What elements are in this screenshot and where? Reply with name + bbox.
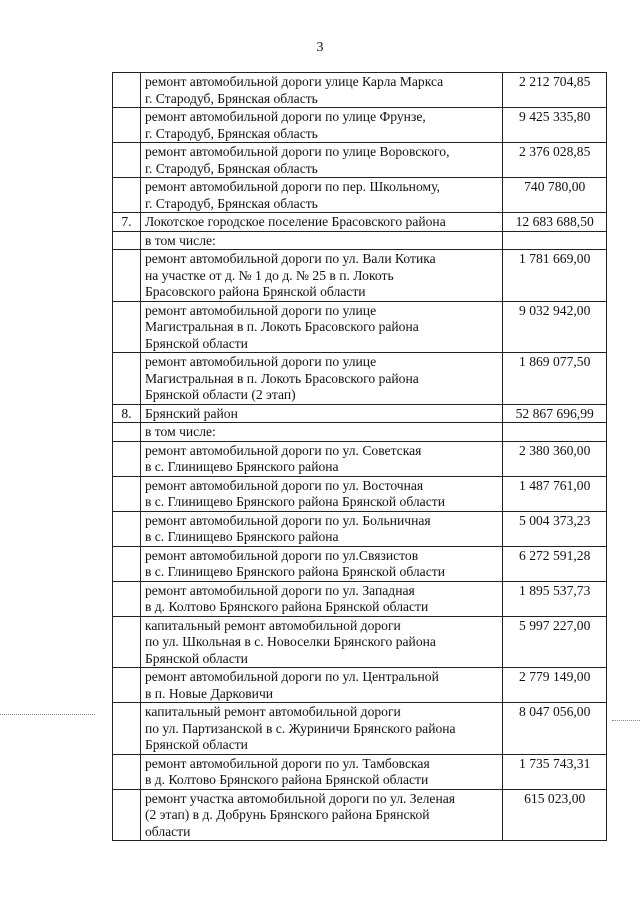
row-number-cell	[113, 143, 141, 178]
table-row	[113, 616, 607, 668]
row-amount-cell: 6 272 591,28	[503, 546, 607, 581]
row-amount-cell: 740 780,00	[503, 178, 607, 213]
row-number-cell	[113, 546, 141, 581]
row-amount-cell: 615 023,00	[503, 789, 607, 841]
table-row	[113, 301, 607, 353]
row-description-cell: Локотское городское поселение Брасовского района	[140, 213, 502, 232]
row-amount-cell: 2 380 360,00	[503, 441, 607, 476]
row-description-cell: ремонт автомобильной дороги по улице Магистральная в п. Локоть Брасовского района Брянской области (2 этап)	[140, 353, 502, 405]
row-description-cell: ремонт автомобильной дороги по пер. Школьному, г. Стародуб, Брянская область	[140, 178, 502, 213]
table-row	[113, 178, 607, 213]
row-number-cell	[113, 703, 141, 755]
row-description-cell: ремонт автомобильной дороги по улице Фрунзе, г. Стародуб, Брянская область	[140, 108, 502, 143]
row-number-cell	[113, 423, 141, 442]
row-number-cell	[113, 789, 141, 841]
row-number-cell	[113, 616, 141, 668]
row-number-cell	[113, 108, 141, 143]
row-description-cell: ремонт автомобильной дороги по ул. Восточная в с. Глинищево Брянского района Брянской области	[140, 476, 502, 511]
row-number-cell	[113, 581, 141, 616]
table-row	[113, 703, 607, 755]
row-number-cell	[113, 231, 141, 250]
table-row	[113, 231, 607, 250]
table-row	[113, 423, 607, 442]
row-amount-cell	[503, 231, 607, 250]
roads-funding-table	[112, 72, 607, 841]
row-number-cell	[113, 668, 141, 703]
row-description-cell: ремонт автомобильной дороги по ул. Центральной в п. Новые Дарковичи	[140, 668, 502, 703]
table-row	[113, 213, 607, 232]
table-row	[113, 108, 607, 143]
row-description-cell: ремонт автомобильной дороги по ул.Связистов в с. Глинищево Брянского района Брянской области	[140, 546, 502, 581]
margin-mark-left	[0, 714, 95, 715]
row-description-cell: ремонт автомобильной дороги по ул. Больничная в с. Глинищево Брянского района	[140, 511, 502, 546]
row-description-cell: Брянский район	[140, 404, 502, 423]
row-description-cell: ремонт автомобильной дороги улице Карла Маркса г. Стародуб, Брянская область	[140, 73, 502, 108]
row-description-cell: ремонт автомобильной дороги по улице Воровского, г. Стародуб, Брянская область	[140, 143, 502, 178]
table-row	[113, 546, 607, 581]
row-amount-cell: 2 376 028,85	[503, 143, 607, 178]
row-amount-cell: 8 047 056,00	[503, 703, 607, 755]
table-row	[113, 511, 607, 546]
row-description-cell: ремонт автомобильной дороги по ул. Тамбовская в д. Колтово Брянского района Брянской области	[140, 754, 502, 789]
table-row	[113, 441, 607, 476]
margin-mark-right	[612, 720, 640, 721]
row-description-cell: в том числе:	[140, 231, 502, 250]
row-description-cell: ремонт автомобильной дороги по ул. Вали Котика на участке от д. № 1 до д. № 25 в п. Локоть Брасовского района Брянской области	[140, 250, 502, 302]
row-number-cell	[113, 511, 141, 546]
table-row	[113, 250, 607, 302]
row-description-cell: капитальный ремонт автомобильной дороги по ул. Школьная в с. Новоселки Брянского района Брянской области	[140, 616, 502, 668]
row-number-cell: 7.	[113, 213, 141, 232]
row-description-cell: ремонт автомобильной дороги по ул. Советская в с. Глинищево Брянского района	[140, 441, 502, 476]
table-row	[113, 581, 607, 616]
row-amount-cell: 1 895 537,73	[503, 581, 607, 616]
row-amount-cell: 5 997 227,00	[503, 616, 607, 668]
row-amount-cell: 12 683 688,50	[503, 213, 607, 232]
table-row	[113, 476, 607, 511]
row-amount-cell: 1 781 669,00	[503, 250, 607, 302]
row-amount-cell: 2 212 704,85	[503, 73, 607, 108]
row-amount-cell	[503, 423, 607, 442]
table-row	[113, 754, 607, 789]
page-number: 3	[316, 40, 324, 55]
row-number-cell	[113, 250, 141, 302]
row-description-cell: ремонт участка автомобильной дороги по ул. Зеленая (2 этап) в д. Добрунь Брянского района Брянской области	[140, 789, 502, 841]
table-row	[113, 73, 607, 108]
row-amount-cell: 2 779 149,00	[503, 668, 607, 703]
row-description-cell: в том числе:	[140, 423, 502, 442]
row-description-cell: ремонт автомобильной дороги по ул. Западная в д. Колтово Брянского района Брянской области	[140, 581, 502, 616]
row-amount-cell: 1 735 743,31	[503, 754, 607, 789]
table-body	[113, 73, 607, 841]
row-amount-cell: 1 487 761,00	[503, 476, 607, 511]
table-row	[113, 353, 607, 405]
row-amount-cell: 9 425 335,80	[503, 108, 607, 143]
row-number-cell	[113, 754, 141, 789]
row-amount-cell: 1 869 077,50	[503, 353, 607, 405]
row-number-cell	[113, 353, 141, 405]
row-description-cell: ремонт автомобильной дороги по улице Магистральная в п. Локоть Брасовского района Брянской области	[140, 301, 502, 353]
row-description-cell: капитальный ремонт автомобильной дороги по ул. Партизанской в с. Журиничи Брянского района Брянской области	[140, 703, 502, 755]
row-number-cell	[113, 441, 141, 476]
table-row	[113, 404, 607, 423]
row-number-cell	[113, 301, 141, 353]
table-row	[113, 143, 607, 178]
row-amount-cell: 5 004 373,23	[503, 511, 607, 546]
row-amount-cell: 9 032 942,00	[503, 301, 607, 353]
table-row	[113, 789, 607, 841]
row-amount-cell: 52 867 696,99	[503, 404, 607, 423]
table-row	[113, 668, 607, 703]
row-number-cell: 8.	[113, 404, 141, 423]
row-number-cell	[113, 178, 141, 213]
row-number-cell	[113, 73, 141, 108]
row-number-cell	[113, 476, 141, 511]
